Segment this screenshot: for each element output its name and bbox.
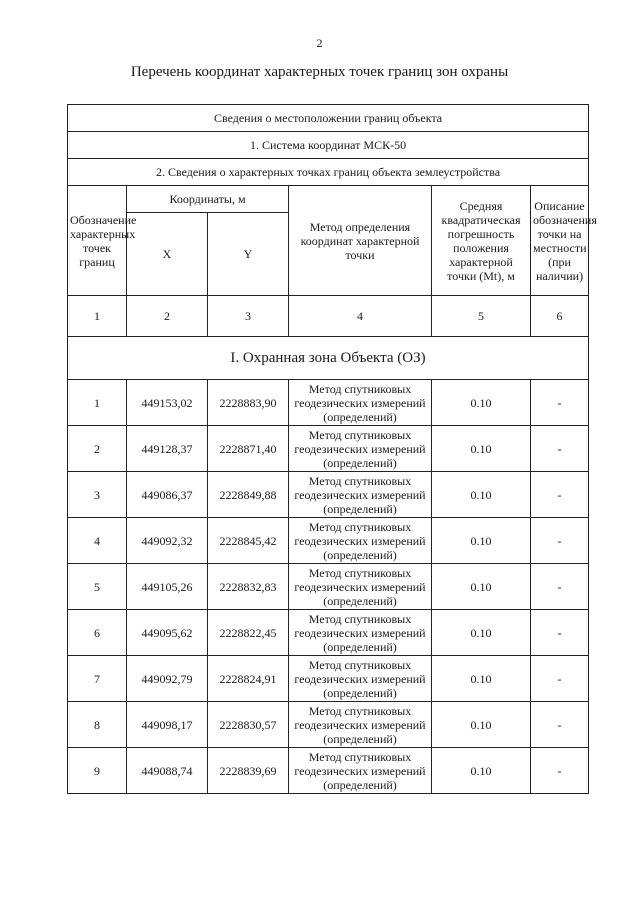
document-title: Перечень координат характерных точек границ зон охраны bbox=[130, 64, 509, 80]
description-cell: - bbox=[531, 656, 589, 702]
col-number: 1 bbox=[68, 296, 127, 337]
col-header-desc: Описание обозначения точки на местности (при наличии) bbox=[531, 186, 589, 296]
table-row bbox=[68, 610, 589, 656]
error-cell: 0.10 bbox=[432, 610, 531, 656]
point-cell: 7 bbox=[68, 656, 127, 702]
description-cell: - bbox=[531, 426, 589, 472]
point-cell: 4 bbox=[68, 518, 127, 564]
col-number: 2 bbox=[127, 296, 208, 337]
point-cell: 5 bbox=[68, 564, 127, 610]
table-row bbox=[68, 426, 589, 472]
method-cell: Метод спутниковых геодезических измерений (определений) bbox=[289, 748, 432, 794]
point-cell: 8 bbox=[68, 702, 127, 748]
x-coordinate-cell: 449086,37 bbox=[127, 472, 208, 518]
y-coordinate-cell: 2228845,42 bbox=[208, 518, 289, 564]
error-cell: 0.10 bbox=[432, 564, 531, 610]
table-header-main: Сведения о местоположении границ объекта bbox=[68, 105, 589, 132]
col-header-designation: Обозначение характерных точек границ bbox=[68, 186, 127, 296]
description-cell: - bbox=[531, 610, 589, 656]
x-coordinate-cell: 449128,37 bbox=[127, 426, 208, 472]
error-cell: 0.10 bbox=[432, 380, 531, 426]
coordinate-system-row: 1. Система координат МСК-50 bbox=[68, 132, 589, 159]
x-coordinate-cell: 449092,79 bbox=[127, 656, 208, 702]
section-title: I. Охранная зона Объекта (ОЗ) bbox=[68, 337, 589, 380]
method-cell: Метод спутниковых геодезических измерений (определений) bbox=[289, 564, 432, 610]
table-row bbox=[68, 518, 589, 564]
y-coordinate-cell: 2228830,57 bbox=[208, 702, 289, 748]
table-row bbox=[68, 472, 589, 518]
description-cell: - bbox=[531, 702, 589, 748]
method-cell: Метод спутниковых геодезических измерений (определений) bbox=[289, 472, 432, 518]
error-cell: 0.10 bbox=[432, 748, 531, 794]
col-number: 5 bbox=[432, 296, 531, 337]
y-coordinate-cell: 2228883,90 bbox=[208, 380, 289, 426]
error-cell: 0.10 bbox=[432, 656, 531, 702]
method-cell: Метод спутниковых геодезических измерений (определений) bbox=[289, 610, 432, 656]
error-cell: 0.10 bbox=[432, 426, 531, 472]
points-info-row: 2. Сведения о характерных точках границ объекта землеустройства bbox=[68, 159, 589, 186]
method-cell: Метод спутниковых геодезических измерений (определений) bbox=[289, 702, 432, 748]
x-coordinate-cell: 449105,26 bbox=[127, 564, 208, 610]
point-cell: 1 bbox=[68, 380, 127, 426]
description-cell: - bbox=[531, 748, 589, 794]
description-cell: - bbox=[531, 518, 589, 564]
col-number: 4 bbox=[289, 296, 432, 337]
error-cell: 0.10 bbox=[432, 472, 531, 518]
error-cell: 0.10 bbox=[432, 702, 531, 748]
table-row bbox=[68, 748, 589, 794]
x-coordinate-cell: 449092,32 bbox=[127, 518, 208, 564]
x-coordinate-cell: 449088,74 bbox=[127, 748, 208, 794]
description-cell: - bbox=[531, 472, 589, 518]
method-cell: Метод спутниковых геодезических измерений (определений) bbox=[289, 656, 432, 702]
x-coordinate-cell: 449098,17 bbox=[127, 702, 208, 748]
point-cell: 9 bbox=[68, 748, 127, 794]
point-cell: 6 bbox=[68, 610, 127, 656]
coordinates-table bbox=[67, 104, 597, 794]
y-coordinate-cell: 2228822,45 bbox=[208, 610, 289, 656]
description-cell: - bbox=[531, 564, 589, 610]
y-coordinate-cell: 2228832,83 bbox=[208, 564, 289, 610]
col-header-coords: Координаты, м bbox=[127, 186, 289, 213]
method-cell: Метод спутниковых геодезических измерений (определений) bbox=[289, 518, 432, 564]
point-cell: 2 bbox=[68, 426, 127, 472]
col-number: 6 bbox=[531, 296, 589, 337]
table-row bbox=[68, 702, 589, 748]
x-coordinate-cell: 449095,62 bbox=[127, 610, 208, 656]
description-cell: - bbox=[531, 380, 589, 426]
col-header-x: X bbox=[127, 213, 208, 296]
col-header-y: Y bbox=[208, 213, 289, 296]
y-coordinate-cell: 2228871,40 bbox=[208, 426, 289, 472]
method-cell: Метод спутниковых геодезических измерений (определений) bbox=[289, 380, 432, 426]
x-coordinate-cell: 449153,02 bbox=[127, 380, 208, 426]
error-cell: 0.10 bbox=[432, 518, 531, 564]
col-number: 3 bbox=[208, 296, 289, 337]
table-row bbox=[68, 564, 589, 610]
method-cell: Метод спутниковых геодезических измерений (определений) bbox=[289, 426, 432, 472]
col-header-method: Метод определения координат характерной точки bbox=[289, 186, 432, 296]
point-cell: 3 bbox=[68, 472, 127, 518]
y-coordinate-cell: 2228824,91 bbox=[208, 656, 289, 702]
table-row bbox=[68, 656, 589, 702]
y-coordinate-cell: 2228839,69 bbox=[208, 748, 289, 794]
y-coordinate-cell: 2228849,88 bbox=[208, 472, 289, 518]
page-number: 2 bbox=[316, 36, 323, 50]
col-header-error: Средняя квадратическая погрешность положения характерной точки (Mt), м bbox=[432, 186, 531, 296]
table-row bbox=[68, 380, 589, 426]
